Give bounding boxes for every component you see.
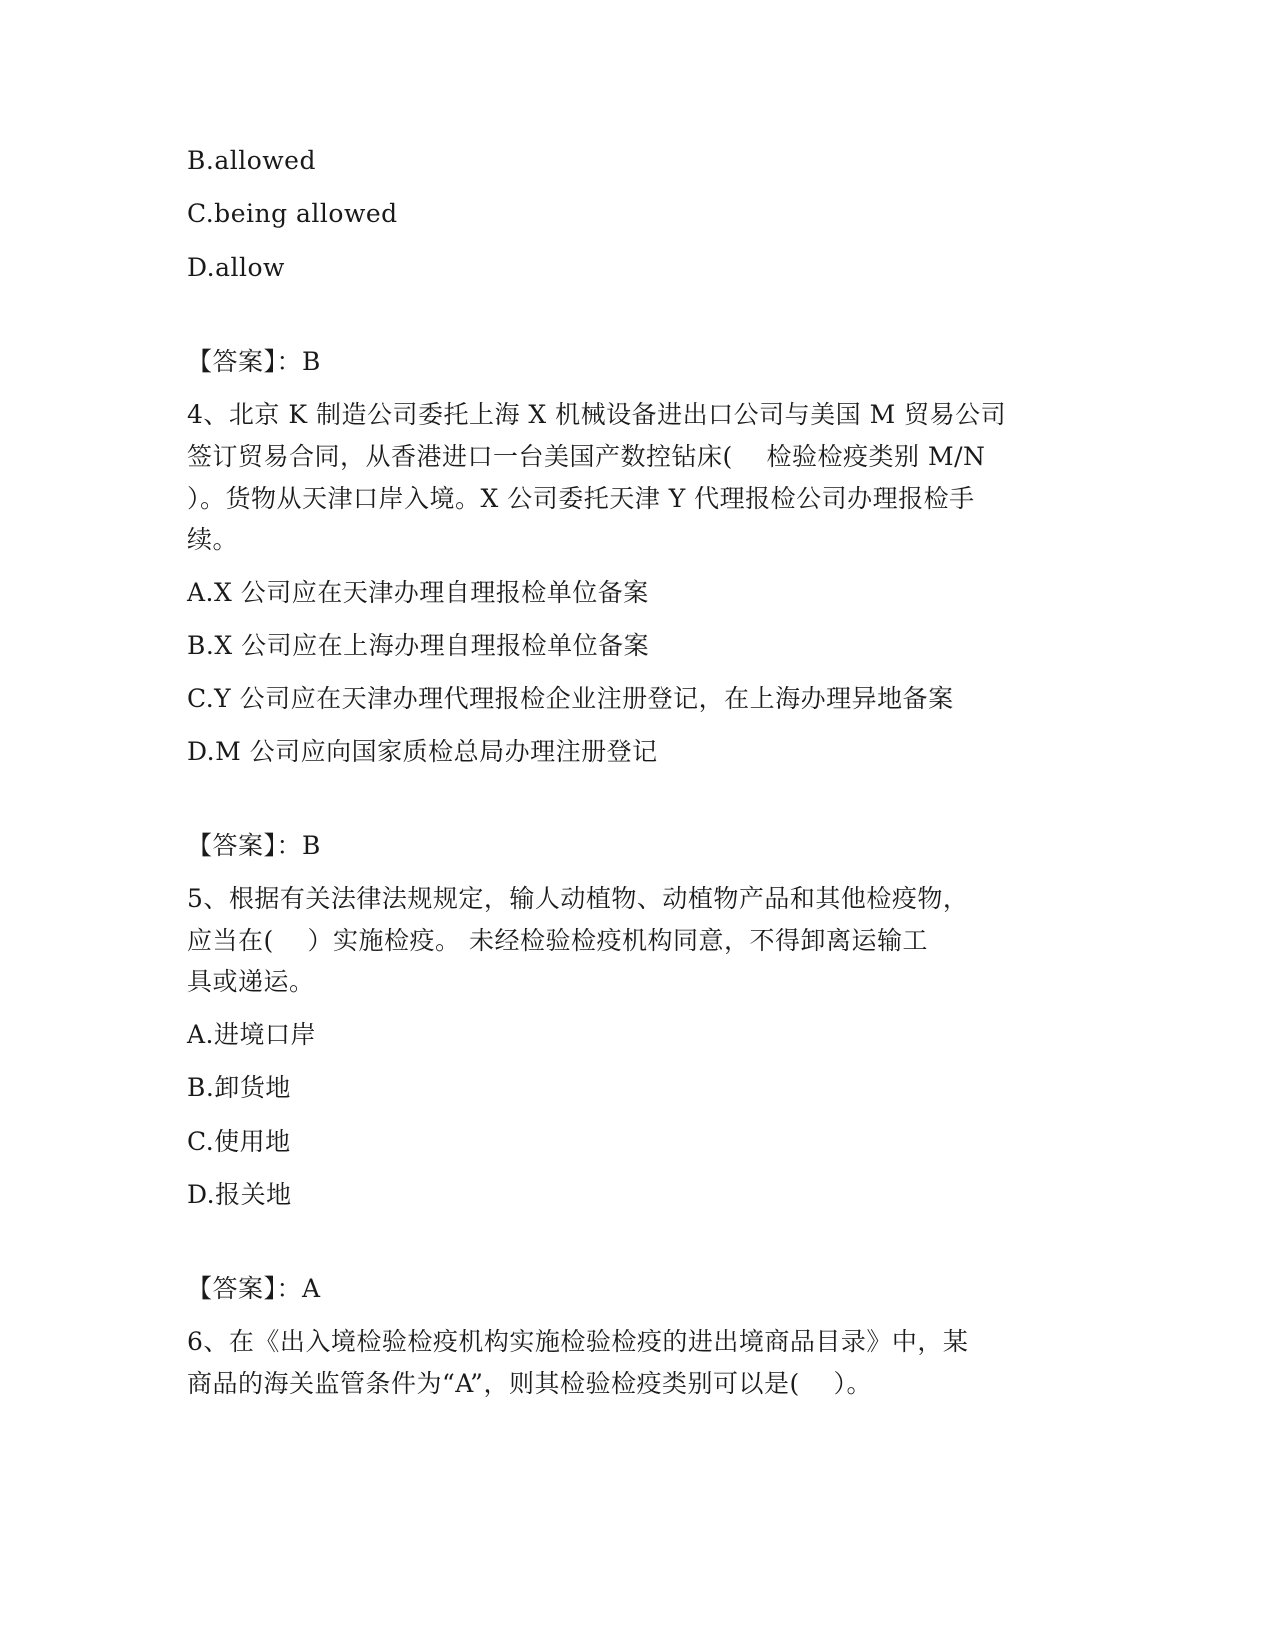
q6-text-line-2: 商品的海关监管条件为“A”，则其检验检疫类别可以是( ）。 [187, 1369, 872, 1398]
q4-option-c: C.Y 公司应在天津办理代理报检企业注册登记，在上海办理异地备案 [187, 684, 954, 713]
q4-option-d: D.M 公司应向国家质检总局办理注册登记 [187, 737, 658, 766]
q5-option-c: C.使用地 [187, 1127, 291, 1156]
q5-answer: 【答案】：A [187, 1274, 321, 1303]
q5-text-line-3: 具或递运。 [187, 967, 315, 996]
q4-answer: 【答案】：B [187, 831, 321, 860]
q4-text-line-4: 续。 [187, 525, 239, 554]
q5-text-line-1: 5、根据有关法律法规规定，输人动植物、动植物产品和其他检疫物， [187, 884, 969, 913]
q5-option-b: B.卸货地 [187, 1073, 291, 1102]
q5-text-line-2: 应当在( ）实施检疫。 未经检验检疫机构同意，不得卸离运输工 [187, 926, 928, 955]
q3-option-d: D.allow [187, 253, 285, 282]
q3-answer: 【答案】：B [187, 347, 321, 376]
q4-text-line-1: 4、北京 K 制造公司委托上海 X 机械设备进出口公司与美国 M 贸易公司 [187, 400, 1007, 429]
q6-text-line-1: 6、在《出入境检验检疫机构实施检验检疫的进出境商品目录》中，某 [187, 1327, 969, 1356]
q5-option-a: A.进境口岸 [187, 1020, 317, 1049]
q4-option-b: B.X 公司应在上海办理自理报检单位备案 [187, 631, 650, 660]
q5-option-d: D.报关地 [187, 1180, 292, 1209]
q4-text-line-2: 签订贸易合同，从香港进口一台美国产数控钻床( 检验检疫类别 M/N [187, 442, 986, 471]
q3-option-c: C.being allowed [187, 199, 398, 228]
q4-text-line-3: ）。货物从天津口岸入境。X 公司委托天津 Y 代理报检公司办理报检手 [187, 484, 975, 513]
q3-option-b: B.allowed [187, 146, 316, 175]
q4-option-a: A.X 公司应在天津办理自理报检单位备案 [187, 578, 649, 607]
